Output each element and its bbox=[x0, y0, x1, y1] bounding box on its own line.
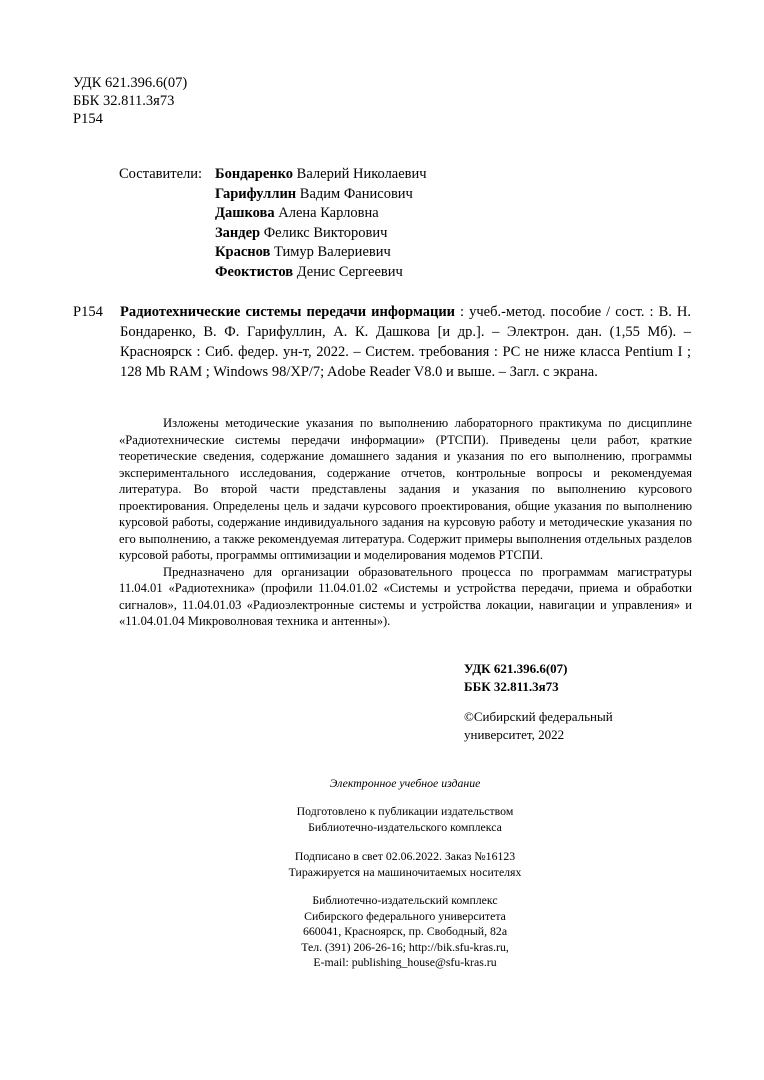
edition-type: Электронное учебное издание bbox=[329, 776, 481, 790]
compilers-label: Составители: bbox=[119, 166, 203, 182]
classification-codes-bottom bbox=[464, 660, 568, 696]
udk-code: УДК 621.396.6(07) bbox=[464, 661, 568, 676]
bibliographic-record bbox=[73, 302, 691, 382]
imprint-line: Библиотечно-издательский комплекс bbox=[312, 893, 498, 907]
compiler-name: Зандер Феликс Викторович bbox=[215, 224, 388, 241]
abstract-paragraph: Изложены методические указания по выполнению лабораторного практикума по дисциплине «Радиотехнические системы передачи информации» (РТСПИ). Приведены цели работ, краткие теоретические сведения, содержание домашнего задания и указания по его выполнению, программы экспериментального исследования, содержание отчетов, контрольные вопросы и рекомендуемая литература. Во второй части представлены задания и указания по выполнению курсового проектирования. Определены цель и задачи курсового проектирования, общие указания по выполнению курсовой работы, содержание индивидуального задания на курсовую работу и методические указания по его выполнению, а также рекомендуемая литература. Содержит примеры выполнения отдельных разделов курсовой работы, программы оптимизации и моделирования модемов РТСПИ. bbox=[119, 416, 692, 562]
compilers-list bbox=[215, 165, 427, 282]
compiler-name: Краснов Тимур Валериевич bbox=[215, 244, 391, 260]
bbk-code: ББК 32.811.3я73 bbox=[464, 679, 559, 694]
imprint-line: Сибирского федерального университета bbox=[304, 908, 506, 923]
abstract-paragraph: Предназначено для организации образовательного процесса по программам магистратуры 11.04.01 «Радиотехника» (профили 11.04.01.02 «Системы и устройства передачи, приема и обработки сигналов», 11.04.01.03 «Радиоэлектронные системы и устройства локации, навигации и управления» и «11.04.01.04 Микроволновая техника и антенны»). bbox=[119, 564, 692, 628]
author-mark: Р154 bbox=[73, 111, 103, 127]
imprint-line: 660041, Красноярск, пр. Свободный, 82а bbox=[302, 924, 508, 938]
copyright-line: университет, 2022 bbox=[464, 727, 565, 742]
biblio-author-mark: Р154 bbox=[73, 304, 103, 320]
compiler-name: Гарифуллин Вадим Фанисович bbox=[215, 185, 413, 202]
copyright-notice bbox=[464, 708, 613, 744]
imprint-line: Тел. (391) 206-26-16; http://bik.sfu-kras.ru, bbox=[301, 939, 509, 954]
compiler-name: Феоктистов Денис Сергеевич bbox=[215, 263, 403, 280]
udk-code: УДК 621.396.6(07) bbox=[73, 75, 188, 91]
abstract bbox=[119, 415, 692, 630]
prepared-by bbox=[200, 804, 610, 835]
imprint-line: Подготовлено к публикации издательством bbox=[296, 804, 514, 818]
compiler-name: Дашкова Алена Карловна bbox=[215, 205, 379, 221]
bbk-code: ББК 32.811.3я73 bbox=[73, 93, 175, 109]
book-title: Радиотехнические системы передачи информации bbox=[120, 304, 456, 320]
imprint-line: E-mail: publishing_house@sfu-kras.ru bbox=[313, 955, 497, 969]
signed-info bbox=[200, 849, 610, 880]
biblio-description bbox=[120, 302, 691, 382]
publisher-info bbox=[200, 893, 610, 971]
imprint-line: Тиражируется на машиночитаемых носителях bbox=[288, 864, 522, 879]
imprint-line: Подписано в свет 02.06.2022. Заказ №16123 bbox=[294, 849, 516, 863]
imprint-line: Библиотечно-издательского комплекса bbox=[308, 819, 502, 834]
classification-codes bbox=[73, 74, 187, 128]
copyright-line: ©Сибирский федеральный bbox=[464, 709, 613, 724]
biblio-details: : учеб.-метод. пособие / сост. : В. Н. Бондаренко, В. Ф. Гарифуллин, А. К. Дашкова [и др.]. – Электрон. дан. (1,55 Мб). – Красноярск : Сиб. федер. ун-т, 2022. – Систем. требования : PC не ниже класса Pentium I ; 128 Mb RAM ; Windows 98/XP/7; Adobe Reader V8.0 и выше. – Загл. с экрана. bbox=[120, 304, 692, 380]
compiler-name: Бондаренко Валерий Николаевич bbox=[215, 166, 427, 182]
